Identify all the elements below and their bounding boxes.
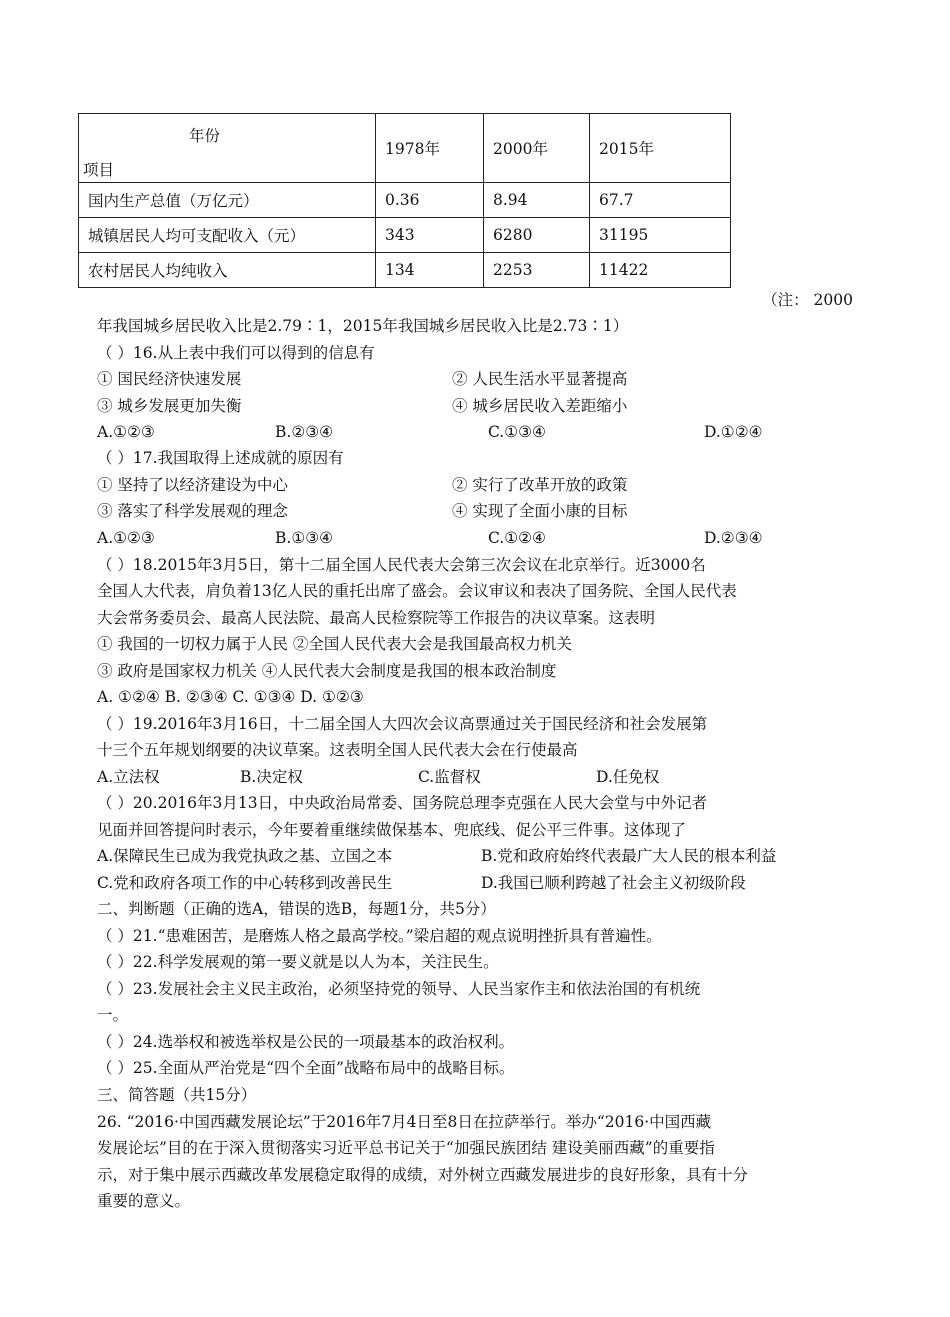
table-header-row bbox=[79, 114, 731, 183]
q20-option-d: D.我国已顺利跨越了社会主义初级阶段 bbox=[481, 874, 746, 892]
question-23-line-1: （ ）23.发展社会主义民主政治，必须坚持党的领导、人民当家作主和依法治国的有机统 bbox=[97, 980, 701, 998]
q20-option-c: C.党和政府各项工作的中心转移到改善民生 bbox=[97, 874, 393, 892]
q18-statements-1-2: ① 我国的一切权力属于人民 ②全国人民代表大会是我国最高权力机关 bbox=[97, 635, 572, 653]
question-26-line-2: 发展论坛”目的在于深入贯彻落实习近平总书记关于“加强民族团结 建设美丽西藏”的重要指 bbox=[97, 1139, 715, 1157]
row-label: 农村居民人均纯收入 bbox=[79, 253, 376, 288]
q17-statement-4: ④ 实现了全面小康的目标 bbox=[452, 502, 628, 520]
question-24: （ ）24.选举权和被选举权是公民的一项最基本的政治权利。 bbox=[97, 1033, 515, 1051]
q19-option-d: D.任免权 bbox=[596, 768, 660, 786]
table-row bbox=[79, 253, 731, 288]
question-16-stem: （ ）16.从上表中我们可以得到的信息有 bbox=[97, 344, 375, 362]
q17-statement-1: ① 坚持了以经济建设为中心 bbox=[97, 476, 288, 494]
diagonal-header-cell bbox=[79, 114, 376, 183]
question-26-line-1: 26. “2016·中国西藏发展论坛”于2016年7月4日至8日在拉萨举行。举办“2016·中国西藏 bbox=[97, 1113, 712, 1131]
row-label: 国内生产总值（万亿元） bbox=[79, 183, 376, 218]
q16-option-d: D.①②④ bbox=[704, 423, 763, 441]
q19-option-c: C.监督权 bbox=[418, 768, 481, 786]
question-21: （ ）21.“患难困苦，是磨炼人格之最高学校。”梁启超的观点说明挫折具有普遍性。 bbox=[97, 927, 662, 945]
cell-value: 343 bbox=[376, 218, 484, 253]
row-label: 城镇居民人均可支配收入（元） bbox=[79, 218, 376, 253]
q17-statement-2: ② 实行了改革开放的政策 bbox=[452, 476, 628, 494]
statistics-table bbox=[78, 113, 731, 288]
cell-value: 31195 bbox=[590, 218, 731, 253]
cell-value: 134 bbox=[376, 253, 484, 288]
question-18-line-2: 全国人大代表，肩负着13亿人民的重托出席了盛会。会议审议和表决了国务院、全国人民代表 bbox=[97, 582, 737, 600]
q17-option-d: D.②③④ bbox=[704, 529, 763, 547]
q16-statement-2: ② 人民生活水平显著提高 bbox=[452, 370, 628, 388]
cell-value: 11422 bbox=[590, 253, 731, 288]
cell-value: 0.36 bbox=[376, 183, 484, 218]
q19-option-a: A.立法权 bbox=[97, 768, 160, 786]
q18-options: A. ①②④ B. ②③④ C. ①③④ D. ①②③ bbox=[97, 688, 364, 706]
section-3-heading: 三、简答题（共15分） bbox=[97, 1086, 257, 1104]
q16-statement-3: ③ 城乡发展更加失衡 bbox=[97, 397, 242, 415]
q19-option-b: B.决定权 bbox=[240, 768, 303, 786]
section-2-heading: 二、判断题（正确的选A，错误的选B，每题1分，共5分） bbox=[97, 900, 496, 918]
q16-option-b: B.②③④ bbox=[275, 423, 334, 441]
q16-statement-4: ④ 城乡居民收入差距缩小 bbox=[452, 397, 628, 415]
cell-value: 2253 bbox=[484, 253, 590, 288]
table-row bbox=[79, 218, 731, 253]
q16-option-a: A.①②③ bbox=[97, 423, 155, 441]
question-20-line-2: 见面并回答提问时表示，今年要着重继续做保基本、兜底线、促公平三件事。这体现了 bbox=[97, 821, 687, 839]
header-year-2015: 2015年 bbox=[590, 114, 731, 183]
question-22: （ ）22.科学发展观的第一要义就是以人为本，关注民生。 bbox=[97, 953, 499, 971]
table-note-start: （注： 2000 bbox=[762, 291, 853, 309]
header-item-label: 项目 bbox=[83, 161, 115, 179]
q17-option-b: B.①③④ bbox=[275, 529, 334, 547]
question-25: （ ）25.全面从严治党是“四个全面”战略布局中的战略目标。 bbox=[97, 1059, 515, 1077]
q16-statement-1: ① 国民经济快速发展 bbox=[97, 370, 242, 388]
cell-value: 8.94 bbox=[484, 183, 590, 218]
table-note-end: 年我国城乡居民收入比是2.79∶1，2015年我国城乡居民收入比是2.73∶1） bbox=[97, 317, 629, 335]
question-19-line-1: （ ）19.2016年3月16日，十二届全国人大四次会议高票通过关于国民经济和社会发展第 bbox=[97, 715, 708, 733]
header-year-label: 年份 bbox=[189, 127, 221, 145]
cell-value: 67.7 bbox=[590, 183, 731, 218]
question-19-line-2: 十三个五年规划纲要的决议草案。这表明全国人民代表大会在行使最高 bbox=[97, 741, 578, 759]
q17-statement-3: ③ 落实了科学发展观的理念 bbox=[97, 502, 288, 520]
question-17-stem: （ ）17.我国取得上述成就的原因有 bbox=[97, 449, 344, 467]
question-26-line-3: 示，对于集中展示西藏改革发展稳定取得的成绩，对外树立西藏发展进步的良好形象，具有十分 bbox=[97, 1166, 749, 1184]
header-year-2000: 2000年 bbox=[484, 114, 590, 183]
table-row bbox=[79, 183, 731, 218]
q17-option-c: C.①②④ bbox=[488, 529, 546, 547]
cell-value: 6280 bbox=[484, 218, 590, 253]
question-18-line-1: （ ）18.2015年3月5日，第十二届全国人民代表大会第三次会议在北京举行。近3000名 bbox=[97, 556, 706, 574]
question-18-line-3: 大会常务委员会、最高人民法院、最高人民检察院等工作报告的决议草案。这表明 bbox=[97, 609, 656, 627]
q20-option-a: A.保障民生已成为我党执政之基、立国之本 bbox=[97, 847, 393, 865]
q20-option-b: B.党和政府始终代表最广大人民的根本利益 bbox=[481, 847, 777, 865]
q18-statements-3-4: ③ 政府是国家权力机关 ④人民代表大会制度是我国的根本政治制度 bbox=[97, 662, 557, 680]
question-23-line-2: 一。 bbox=[97, 1006, 129, 1024]
header-year-1978: 1978年 bbox=[376, 114, 484, 183]
question-26-line-4: 重要的意义。 bbox=[97, 1192, 191, 1210]
q16-option-c: C.①③④ bbox=[488, 423, 546, 441]
q17-option-a: A.①②③ bbox=[97, 529, 155, 547]
question-20-line-1: （ ）20.2016年3月13日，中央政治局常委、国务院总理李克强在人民大会堂与中外记者 bbox=[97, 794, 708, 812]
